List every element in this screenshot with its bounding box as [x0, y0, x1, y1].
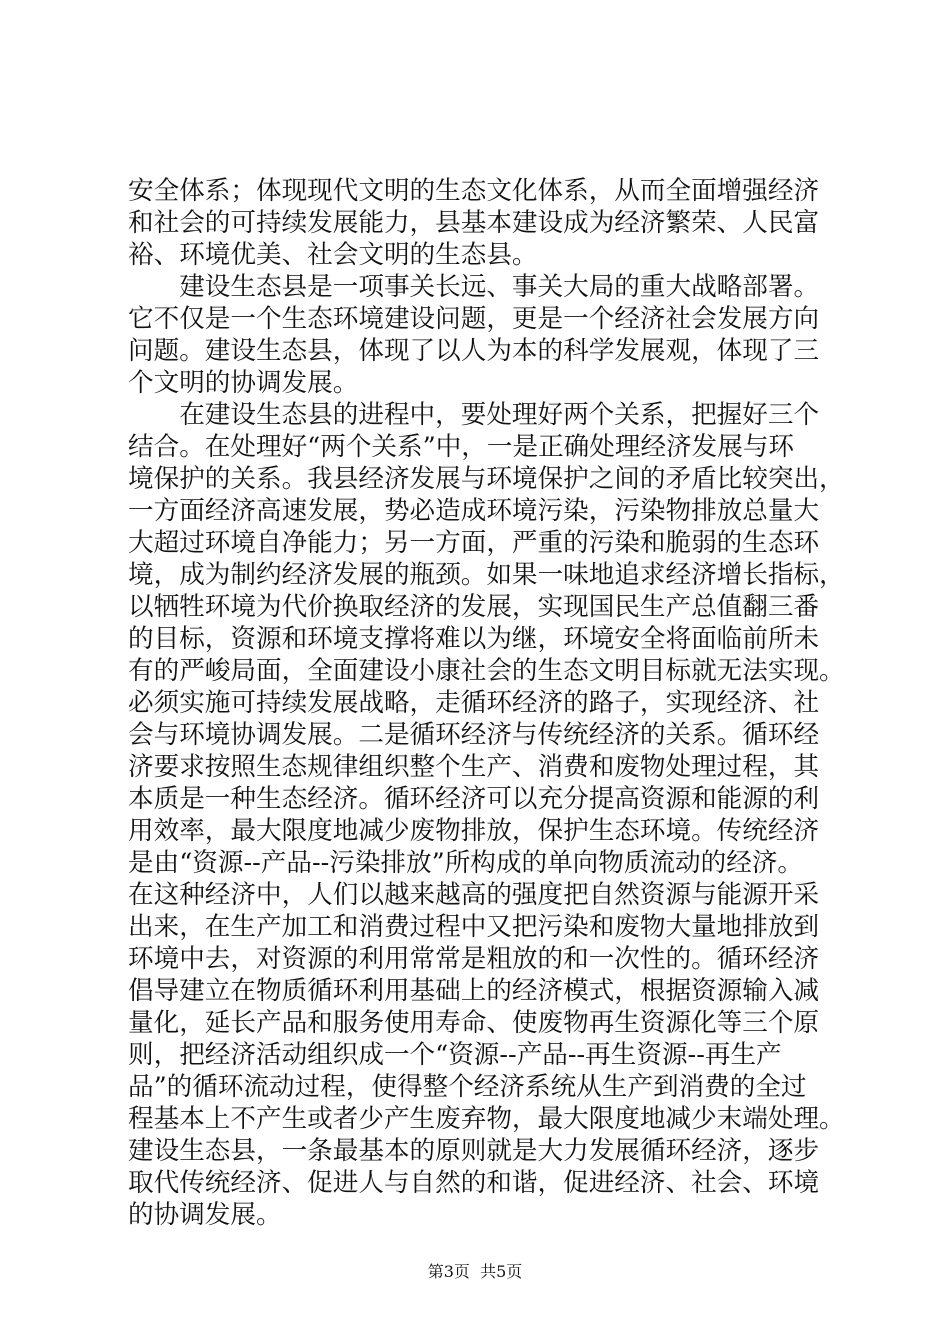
- text-line: 一方面经济高速发展，势必造成环境污染，污染物排放总量大: [128, 496, 820, 526]
- text-line: 出来，在生产加工和消费过程中又把污染和废物大量地排放到: [128, 912, 820, 942]
- text-line: 本质是一种生态经济。循环经济可以充分提高资源和能源的利: [128, 784, 820, 814]
- text-line: 是由“资源--产品--污染排放”所构成的单向物质流动的经济。: [128, 848, 804, 878]
- text-line: 在这种经济中，人们以越来越高的强度把自然资源与能源开采: [128, 880, 820, 910]
- text-line: 环境中去，对资源的利用常常是粗放的和一次性的。循环经济: [128, 944, 820, 974]
- text-line: 则，把经济活动组织成一个“资源--产品--再生资源--再生产: [128, 1040, 782, 1070]
- text-line: 结合。在处理好“两个关系”中，一是正确处理经济发展与环: [128, 432, 795, 462]
- text-line: 个文明的协调发展。: [128, 368, 359, 398]
- text-line: 济要求按照生态规律组织整个生产、消费和废物处理过程，其: [128, 752, 820, 782]
- text-line: 大超过环境自净能力；另一方面，严重的污染和脆弱的生态环: [128, 528, 820, 558]
- text-line: 它不仅是一个生态环境建设问题，更是一个经济社会发展方向: [128, 304, 820, 334]
- text-line: 倡导建立在物质循环利用基础上的经济模式，根据资源输入减: [128, 976, 820, 1006]
- text-line: 品”的循环流动过程，使得整个经济系统从生产到消费的全过: [128, 1072, 807, 1102]
- text-line: 和社会的可持续发展能力，县基本建设成为经济繁荣、人民富: [128, 208, 820, 238]
- text-line: 的目标，资源和环境支撑将难以为继，环境安全将面临前所未: [128, 624, 820, 654]
- page-number-footer: 第3页 共5页: [427, 1262, 523, 1281]
- text-line: 的协调发展。: [128, 1200, 282, 1230]
- text-line: 用效率，最大限度地减少废物排放，保护生态环境。传统经济: [128, 816, 820, 846]
- text-line: 量化，延长产品和服务使用寿命、使废物再生资源化等三个原: [128, 1008, 820, 1038]
- text-line: 建设生态县，一条最基本的原则就是大力发展循环经济，逐步: [128, 1136, 820, 1166]
- text-line: 建设生态县是一项事关长远、事关大局的重大战略部署。: [128, 272, 820, 302]
- text-line: 必须实施可持续发展战略，走循环经济的路子，实现经济、社: [128, 688, 820, 718]
- text-line: 会与环境协调发展。二是循环经济与传统经济的关系。循环经: [128, 720, 820, 750]
- text-line: 程基本上不产生或者少产生废弃物，最大限度地减少末端处理。: [128, 1104, 845, 1134]
- text-line: 境保护的关系。我县经济发展与环境保护之间的矛盾比较突出，: [128, 464, 845, 494]
- text-line: 境，成为制约经济发展的瓶颈。如果一味地追求经济增长指标，: [128, 560, 845, 590]
- text-line: 在建设生态县的进程中，要处理好两个关系，把握好三个: [128, 400, 820, 430]
- text-line: 以牺牲环境为代价换取经济的发展，实现国民生产总值翻三番: [128, 592, 820, 622]
- text-line: 问题。建设生态县，体现了以人为本的科学发展观，体现了三: [128, 336, 820, 366]
- text-line: 有的严峻局面，全面建设小康社会的生态文明目标就无法实现。: [128, 656, 845, 686]
- text-line: 安全体系；体现现代文明的生态文化体系，从而全面增强经济: [128, 176, 820, 206]
- text-line: 裕、环境优美、社会文明的生态县。: [128, 240, 538, 270]
- text-line: 取代传统经济、促进人与自然的和谐，促进经济、社会、环境: [128, 1168, 820, 1198]
